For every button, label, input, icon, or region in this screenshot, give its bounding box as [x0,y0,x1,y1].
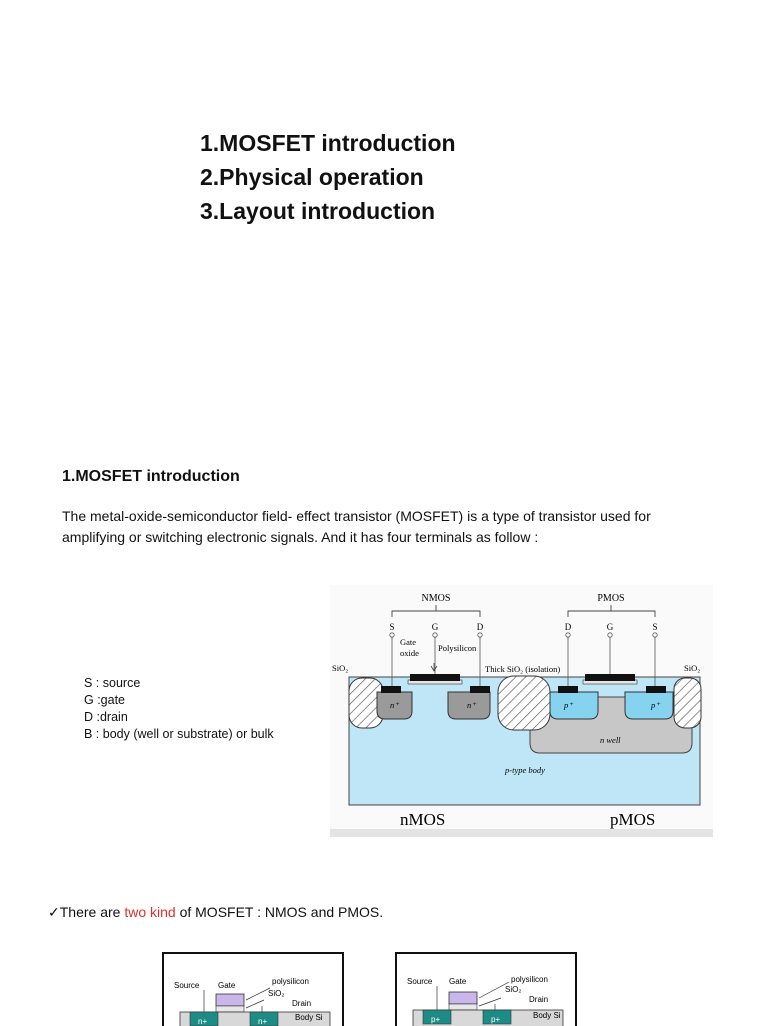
sio2-label: SiO₂ [268,989,285,998]
diffusion-label: p+ [431,1015,441,1024]
source-label: Source [174,981,200,990]
gate-oxide-label: oxide [400,648,419,658]
p-plus-label: p⁺ [564,700,573,710]
check-prefix: There are [59,904,125,920]
terminal-s-nmos: S [389,622,395,632]
polysilicon-gate-pmos [585,674,635,681]
diffusion-label: n+ [198,1017,208,1026]
toc-item: 2.Physical operation [200,164,424,190]
nmos-label: NMOS [421,593,451,604]
terminal-legend [84,675,274,743]
n-plus-label: n⁺ [467,700,476,710]
pmos-caption: pMOS [610,810,656,829]
terminal-g-pmos: G [606,622,614,632]
mosfet-kinds-line [48,904,383,921]
gate-label: Gate [218,981,236,990]
legend-item: S : source [84,676,141,690]
intro-paragraph [62,506,722,548]
diffusion-label: n+ [258,1017,268,1026]
nmos-caption: nMOS [400,810,446,829]
body-si-label: Body Si [295,1013,323,1022]
legend-item: D :drain [84,710,128,724]
terminal-d-nmos: D [476,622,484,632]
p-plus-drain-region [550,692,598,719]
polysilicon-label: polysilicon [272,977,309,986]
sio2-label-right: SiO₂ [684,663,701,673]
sio2-label-left: SiO₂ [332,663,349,673]
body-si-label: Body Si [533,1011,561,1020]
gate-oxide-label: Gate [400,637,417,647]
pmos-mini-svg [397,954,575,1026]
pmos-mini-diagram [395,952,577,1026]
drain-label: Drain [292,999,312,1008]
toc-item: 3.Layout introduction [200,198,436,224]
n-plus-label: n⁺ [390,700,399,710]
p-type-body-label: p-type body [505,765,545,775]
p-plus-label: p⁺ [651,700,660,710]
nmos-mini-svg [164,954,342,1026]
legend-item: B : body (well or substrate) or bulk [84,727,274,741]
sio2-isolation-right [674,678,701,728]
section-heading: 1.MOSFET introduction [62,468,240,485]
polysilicon-block [449,992,477,1004]
polysilicon-label: Polysilicon [438,643,477,653]
polysilicon-block [216,994,244,1006]
polysilicon-label: polysilicon [511,975,548,984]
thick-sio2-label: Thick SiO₂ (isolation) [485,664,561,674]
sio2-label: SiO₂ [505,985,522,994]
p-plus-source-region [625,692,673,719]
drain-label: Drain [529,995,549,1004]
toc-item: 1.MOSFET introduction [200,130,456,156]
nmos-mini-diagram [162,952,344,1026]
drain-contact-nmos [470,686,490,693]
terminal-s-pmos: S [652,622,658,632]
checkmark-icon: ✓ [48,904,60,920]
sio2-layer [216,1006,244,1012]
n-well-label: n well [600,735,621,745]
drain-contact-pmos [558,686,578,693]
table-of-contents [200,126,456,228]
check-highlight: two kind [124,904,176,920]
terminal-g-nmos: G [431,622,439,632]
sio2-isolation-center [498,676,550,730]
legend-item: G :gate [84,693,125,707]
source-contact-nmos [381,686,401,693]
pmos-label: PMOS [597,593,625,604]
check-suffix: of MOSFET : NMOS and PMOS. [175,904,384,920]
figure-footer-band [330,829,713,837]
polysilicon-gate-nmos [410,674,460,681]
source-label: Source [407,977,433,986]
sio2-layer [449,1004,477,1010]
intro-line: amplifying or switching electronic signals. And it has four terminals as follow : [62,529,539,545]
source-contact-pmos [646,686,666,693]
intro-line: The metal-oxide-semiconductor field- effect transistor (MOSFET) is a type of transistor used for [62,508,651,524]
cmos-cross-section-figure [330,585,713,837]
cmos-diagram [330,585,713,837]
terminal-d-pmos: D [564,622,572,632]
diffusion-label: p+ [491,1015,501,1024]
gate-label: Gate [449,977,467,986]
